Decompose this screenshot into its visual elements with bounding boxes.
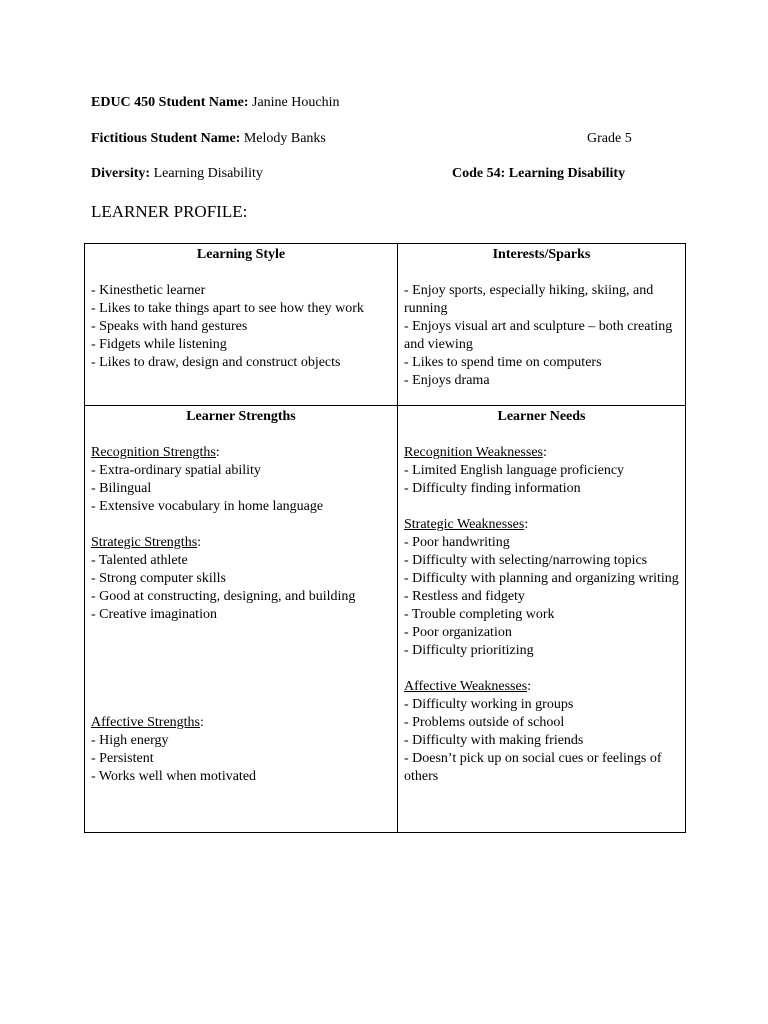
list-item: - Trouble completing work xyxy=(404,607,555,622)
table-row xyxy=(85,406,686,833)
grade-label: Grade 5 xyxy=(587,131,632,146)
list-item: - Strong computer skills xyxy=(91,571,226,586)
strategic-strengths-label: Strategic Strengths xyxy=(91,535,198,550)
list-item: - Difficulty prioritizing xyxy=(404,643,534,658)
affective-weaknesses-group: Affective Weaknesses: - Difficulty working in groups - Problems outside of school - Difficulty with making friends - Doesn’t pick up on social cues or feelings of others xyxy=(404,678,679,786)
strategic-strengths-group: Strategic Strengths: - Talented athlete - Strong computer skills - Good at constructing, designing, and building - Creative imagination xyxy=(91,534,391,624)
interests-heading: Interests/Sparks xyxy=(492,247,591,262)
recognition-strengths-label: Recognition Strengths xyxy=(91,445,216,460)
code-label: Code 54: xyxy=(452,166,506,181)
affective-strengths-label: Affective Strengths xyxy=(91,715,200,730)
list-item: - Talented athlete xyxy=(91,553,188,568)
code-group xyxy=(452,165,625,183)
list-item: - Difficulty with selecting/narrowing topics xyxy=(404,553,648,568)
list-item: - Speaks with hand gestures xyxy=(91,319,248,334)
list-item: - Persistent xyxy=(91,751,154,766)
list-item: - Creative imagination xyxy=(91,607,217,622)
affective-weaknesses-label: Affective Weaknesses xyxy=(404,679,528,694)
list-item: - Likes to draw, design and construct objects xyxy=(91,355,341,370)
list-item: - Difficulty with making friends xyxy=(404,733,584,748)
recognition-weaknesses-group: Recognition Weaknesses: - Limited English language proficiency - Difficulty finding information xyxy=(404,444,679,498)
student-name-row xyxy=(91,94,339,112)
strategic-weaknesses-group: Strategic Weaknesses: - Poor handwriting - Difficulty with selecting/narrowing topics - Difficulty with planning and organizing writing - Restless and fidgety - Trouble completing work - Poor organization - Difficulty prioritizing xyxy=(404,517,679,658)
list-item: - Likes to take things apart to see how they work xyxy=(91,301,364,316)
learner-profile-table xyxy=(84,243,686,833)
list-item: - Limited English language proficiency xyxy=(404,463,625,478)
list-item: - Doesn’t pick up on social cues or feelings of others xyxy=(404,751,662,784)
recognition-weaknesses-label: Recognition Weaknesses xyxy=(404,445,543,460)
learning-style-list xyxy=(91,282,391,372)
list-item: - Poor handwriting xyxy=(404,535,510,550)
list-item: - Difficulty with planning and organizing writing xyxy=(404,571,679,586)
affective-strengths-group: Affective Strengths: - High energy - Persistent - Works well when motivated xyxy=(91,714,391,786)
list-item: - Enjoys visual art and sculpture – both creating and viewing xyxy=(404,319,673,352)
fictitious-name-label: Fictitious Student Name: xyxy=(91,131,241,146)
student-name-label: EDUC 450 Student Name: xyxy=(91,95,249,110)
list-item: - Extensive vocabulary in home language xyxy=(91,499,324,514)
list-item: - Works well when motivated xyxy=(91,769,257,784)
needs-cell xyxy=(398,406,686,833)
list-item: - Likes to spend time on computers xyxy=(404,355,602,370)
student-name-value: Janine Houchin xyxy=(252,95,340,110)
list-item: - Restless and fidgety xyxy=(404,589,525,604)
spacer xyxy=(91,642,391,714)
list-item: - Poor organization xyxy=(404,625,512,640)
list-item: - Enjoys drama xyxy=(404,373,490,388)
strategic-weaknesses-label: Strategic Weaknesses xyxy=(404,517,525,532)
list-item: - Extra-ordinary spatial ability xyxy=(91,463,261,478)
list-item: - Problems outside of school xyxy=(404,715,565,730)
fictitious-name-row xyxy=(91,130,637,148)
list-item: - Fidgets while listening xyxy=(91,337,227,352)
recognition-strengths-group: Recognition Strengths: - Extra-ordinary spatial ability - Bilingual - Extensive vocabulary in home language xyxy=(91,444,391,516)
list-item: - Good at constructing, designing, and building xyxy=(91,589,356,604)
strengths-cell xyxy=(85,406,398,833)
interests-list xyxy=(404,282,679,390)
list-item: - Difficulty working in groups xyxy=(404,697,574,712)
list-item: - Bilingual xyxy=(91,481,152,496)
list-item: - Kinesthetic learner xyxy=(91,283,206,298)
learning-style-heading: Learning Style xyxy=(196,247,286,262)
needs-heading: Learner Needs xyxy=(497,409,586,424)
learning-style-cell xyxy=(85,244,398,406)
fictitious-name-value: Melody Banks xyxy=(243,131,326,146)
table-row xyxy=(85,244,686,406)
page-title: LEARNER PROFILE: xyxy=(91,202,248,221)
diversity-row xyxy=(91,165,651,183)
list-item: - High energy xyxy=(91,733,169,748)
diversity-label: Diversity: xyxy=(91,166,151,181)
code-value: Learning Disability xyxy=(508,166,626,181)
strengths-heading: Learner Strengths xyxy=(186,409,296,424)
interests-cell xyxy=(398,244,686,406)
list-item: - Enjoy sports, especially hiking, skiing, and running xyxy=(404,283,654,316)
list-item: - Difficulty finding information xyxy=(404,481,581,496)
diversity-value: Learning Disability xyxy=(153,166,263,181)
